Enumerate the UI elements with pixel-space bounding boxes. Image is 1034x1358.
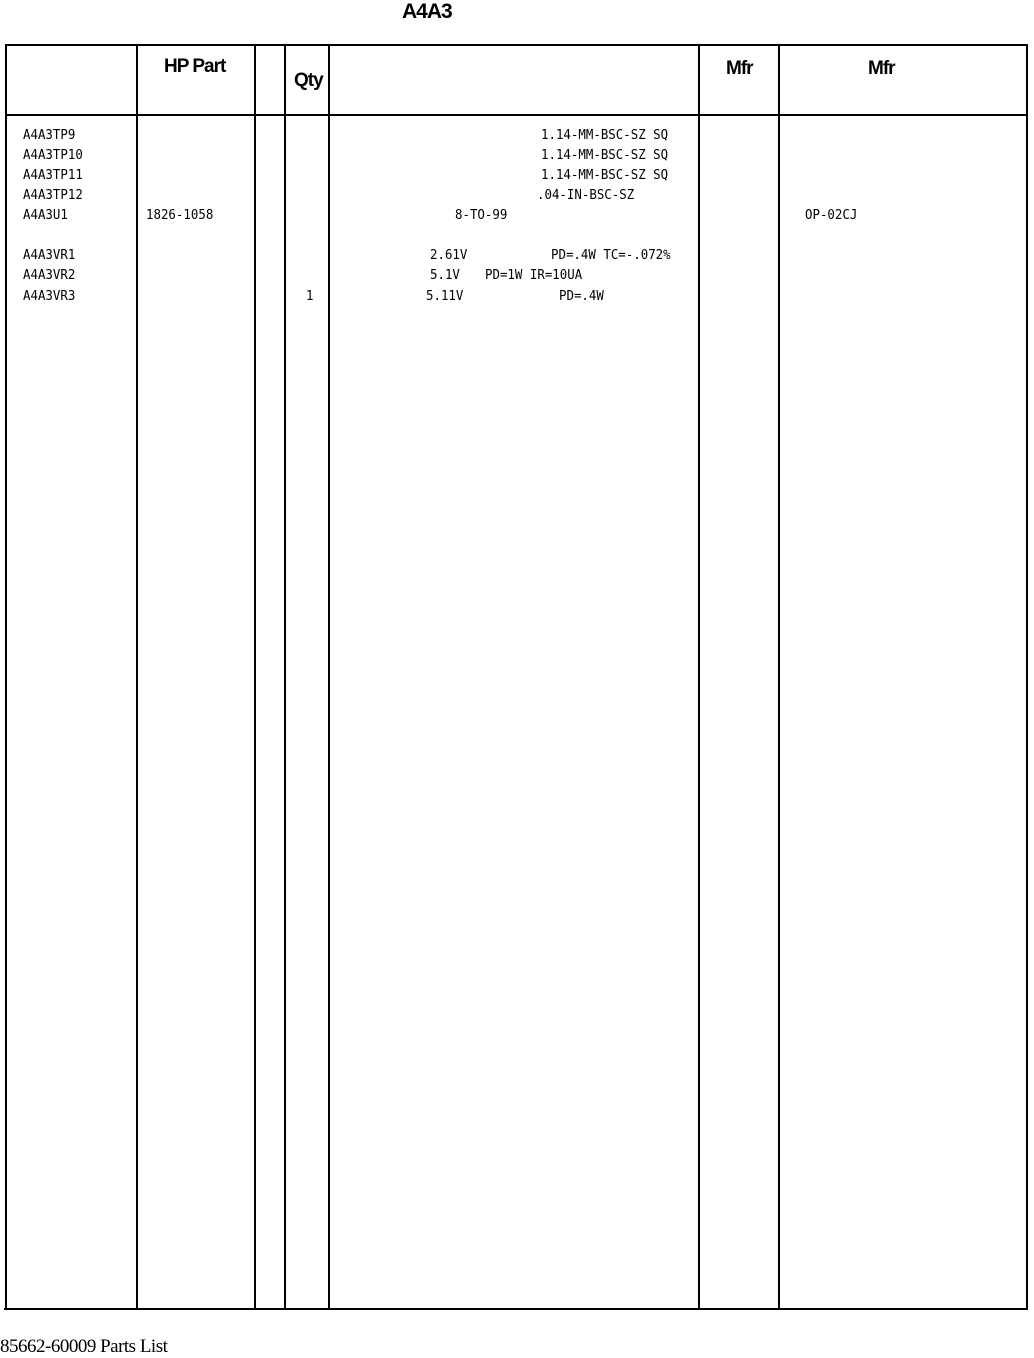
col-rule-6 (778, 44, 780, 1310)
header-qty: Qty (294, 70, 323, 91)
description-text: .04-IN-BSC-SZ (537, 187, 635, 203)
table-bottom-rule (4, 1308, 1028, 1310)
col-rule-4 (328, 44, 330, 1310)
description-text: PD=1W IR=10UA (485, 267, 583, 283)
ref-designator: A4A3U1 (23, 207, 68, 223)
description-text: 5.1V (430, 267, 460, 283)
description-text: 5.11V (426, 288, 464, 304)
hp-part-number: 1826-1058 (146, 207, 214, 223)
description-text: PD=.4W TC=-.072% (551, 247, 671, 263)
ref-designator: A4A3TP12 (23, 187, 83, 203)
table-left-rule (5, 44, 7, 1310)
ref-designator: A4A3TP10 (23, 147, 83, 163)
description-text: 2.61V (430, 247, 468, 263)
header-bottom-rule (6, 114, 1028, 116)
col-rule-1 (136, 44, 138, 1310)
qty-value: 1 (306, 288, 314, 304)
ref-designator: A4A3TP9 (23, 127, 76, 143)
description-text: 1.14-MM-BSC-SZ SQ (541, 127, 669, 143)
page-title: A4A3 (402, 0, 452, 23)
description-text: 8-TO-99 (455, 207, 508, 223)
col-rule-2 (254, 44, 256, 1310)
header-mfr-code: Mfr (726, 58, 753, 79)
description-text: 1.14-MM-BSC-SZ SQ (541, 147, 669, 163)
table-top-rule (6, 44, 1028, 46)
mfr-part-number: OP-02CJ (805, 207, 858, 223)
header-hp-part: HP Part (164, 56, 226, 77)
header-mfr-part: Mfr (868, 58, 895, 79)
description-text: PD=.4W (559, 288, 604, 304)
ref-designator: A4A3TP11 (23, 167, 83, 183)
table-right-rule (1026, 44, 1028, 1310)
description-text: 1.14-MM-BSC-SZ SQ (541, 167, 669, 183)
page-footer: 85662-60009 Parts List (0, 1336, 168, 1357)
ref-designator: A4A3VR2 (23, 267, 76, 283)
col-rule-3 (284, 44, 286, 1310)
ref-designator: A4A3VR3 (23, 288, 76, 304)
ref-designator: A4A3VR1 (23, 247, 76, 263)
col-rule-5 (698, 44, 700, 1310)
